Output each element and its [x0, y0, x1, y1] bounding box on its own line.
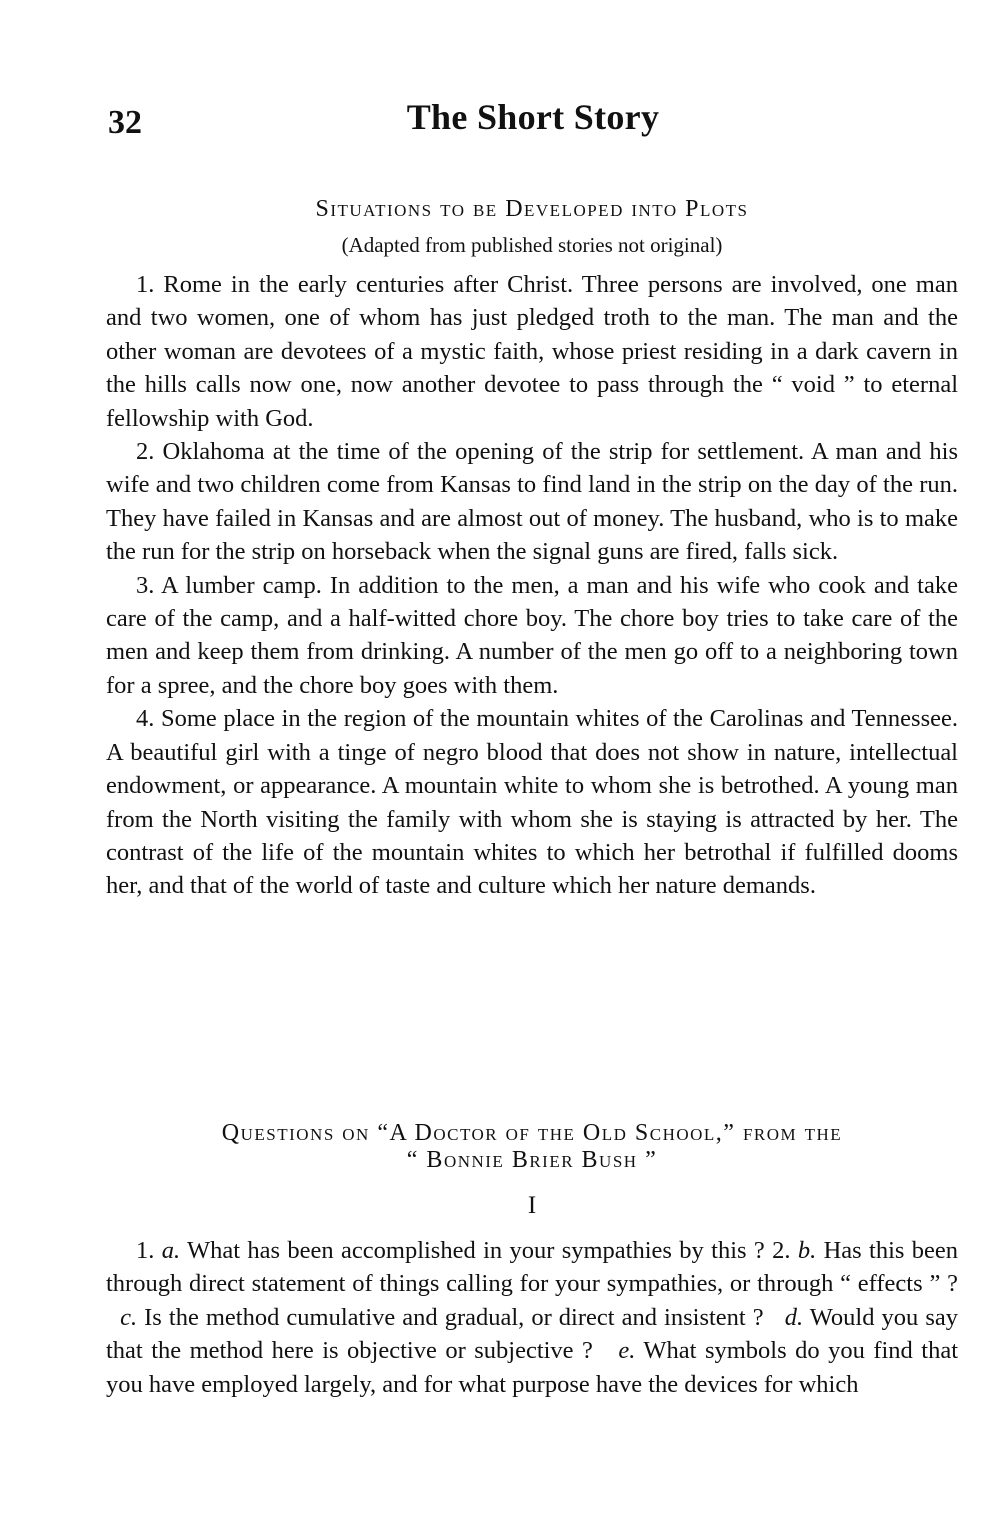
questions-heading-line-2: “ Bonnie Brier Bush ”: [406, 1147, 658, 1173]
questions-section: [106, 1120, 958, 1401]
part-numeral: I: [527, 1192, 537, 1219]
section-heading: Situations to be Developed into Plots: [315, 196, 749, 222]
situation-item-1: 1. Rome in the early centuries after Christ. Three persons are involved, one man and two women, one of whom has just pledged troth to the man. The man and the other woman are devotees of a mystic faith, whose priest residing in a dark cavern in the hills calls now one, now another devotee to pass through the “ void ” to eternal fellowship with God.: [106, 271, 958, 432]
question-b-label: b.: [797, 1237, 817, 1264]
running-head: [108, 96, 958, 146]
situations-section: [106, 196, 958, 903]
question-paragraph: [106, 1234, 958, 1401]
question-a-text: What has been accomplished in your sympathies by this ?: [187, 1237, 765, 1264]
question-e-label: e.: [618, 1337, 636, 1365]
question-d-text: Would you say that the method here is objective or subjective ?: [106, 1303, 958, 1365]
questions-heading-line-1: Questions on “A Doctor of the Old School,” from the: [221, 1120, 843, 1146]
running-title: The Short Story: [406, 97, 660, 137]
situation-item-2: 2. Oklahoma at the time of the opening of the strip for settlement. A man and his wife and two children come from Kansas to find land in the strip on the day of the run. They have failed in Kansas and are almost out of money. The husband, who is to make the run for the strip on horseback when the signal guns are fired, falls sick.: [106, 438, 958, 566]
situation-item-3: 3. A lumber camp. In addition to the men, a man and his wife who cook and take care of the camp, and a half-witted chore boy. The chore boy tries to take care of the men and keep them from drinking. A number of the men go off to a neighboring town for a spree, and the chore boy goes with them.: [106, 571, 958, 699]
question-e-text: What symbols do you find that you have employed largely, and for what purpose have the devices for which: [106, 1337, 959, 1398]
section-subheading: (Adapted from published stories not original): [341, 233, 723, 257]
question-2-number: 2.: [772, 1237, 791, 1264]
question-c-label: c.: [120, 1303, 138, 1331]
question-1-number: 1.: [136, 1237, 155, 1264]
page-number: 32: [108, 104, 142, 141]
situation-item-4: 4. Some place in the region of the mountain whites of the Carolinas and Tennessee. A beautiful girl with a tinge of negro blood that does not show in nature, intellectual endowment, or appearance. A mountain white to whom she is betrothed. A young man from the North visiting the family with whom she is staying is attracted by her. The contrast of the life of the mountain whites to which her betrothal if fulfilled dooms her, and that of the world of taste and culture which her nature demands.: [106, 705, 958, 900]
question-a-label: a.: [161, 1237, 181, 1264]
question-d-label: d.: [784, 1303, 804, 1331]
question-c-text: Is the method cumulative and gradual, or direct and insistent ?: [144, 1303, 764, 1331]
question-b-text: Has this been through direct statement of things calling for your sympathies, or through “ effects ” ?: [106, 1237, 959, 1298]
